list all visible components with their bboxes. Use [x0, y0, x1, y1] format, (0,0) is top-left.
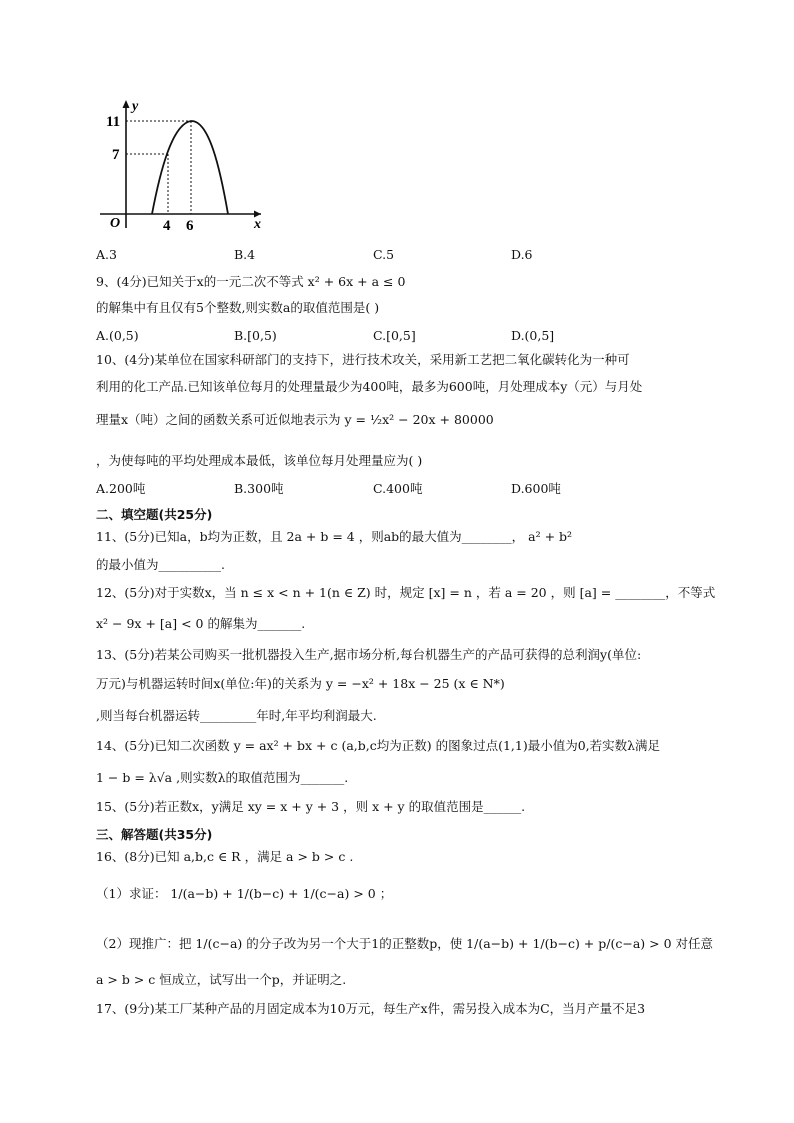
- q9-line1: 9、(4分)已知关于x的一元二次不等式 x² + 6x + a ≤ 0: [96, 274, 406, 289]
- q13-line2: 万元)与机器运转时间x(单位:年)的关系为 y = −x² + 18x − 25 (x ∈ N*): [96, 676, 505, 691]
- section-2-heading: 二、填空题(共25分): [96, 507, 213, 522]
- q11-line1: 11、(5分)已知a，b均为正数，且 2a + b = 4 ，则ab的最大值为________， a² + b²: [96, 529, 573, 544]
- y-tick-11: 11: [106, 114, 121, 130]
- q10-line4: ，为使每吨的平均处理成本最低，该单位每月处理量应为( ): [96, 453, 423, 468]
- q12-line1: 12、(5分)对于实数x，当 n ≤ x < n + 1(n ∈ Z) 时，规定 [x] = n ，若 a = 20 ，则 [a] = ________，不等式: [96, 585, 716, 600]
- q10-option-d[interactable]: D.600吨: [511, 481, 561, 496]
- y-axis-arrow: [123, 100, 130, 108]
- q13-line3: ,则当每台机器运转_________年时,年平均利润最大.: [96, 708, 377, 723]
- q16-line3: （2）现推广：把 1/(c−a) 的分子改为另一个大于1的正整数p，使 1/(a−b) + 1/(b−c) + p/(c−a) > 0 对任意: [96, 936, 713, 951]
- q15-line1: 15、(5分)若正数x，y满足 xy = x + y + 3 ，则 x + y 的取值范围是______.: [96, 799, 526, 814]
- q8-option-d[interactable]: D.6: [511, 247, 533, 262]
- parabola-curve: [152, 121, 228, 214]
- q10-line3: 理量x（吨）之间的函数关系可近似地表示为 y = ½x² − 20x + 80000: [96, 412, 494, 427]
- q10-line1: 10、(4分)某单位在国家科研部门的支持下，进行技术攻关，采用新工艺把二氧化碳转化为一种可: [96, 352, 630, 367]
- q16-line2: （1）求证： 1/(a−b) + 1/(b−c) + 1/(c−a) > 0 ；: [96, 886, 393, 901]
- q9-line2: 的解集中有且仅有5个整数,则实数a的取值范围是( ): [96, 300, 380, 315]
- y-tick-7: 7: [112, 147, 120, 163]
- q10-option-c[interactable]: C.400吨: [373, 481, 423, 496]
- q16-line4: a > b > c 恒成立，试写出一个p，并证明之.: [96, 972, 347, 987]
- origin-label: O: [110, 216, 121, 231]
- section-3-heading: 三、解答题(共35分): [96, 827, 213, 842]
- q16-line1: 16、(8分)已知 a,b,c ∈ R ，满足 a > b > c .: [96, 849, 354, 864]
- q10-option-a[interactable]: A.200吨: [96, 481, 146, 496]
- q14-line2: 1 − b = λ√a ,则实数λ的取值范围为_______.: [96, 770, 349, 785]
- q9-option-b[interactable]: B.[0,5): [234, 328, 277, 343]
- q11-line2: 的最小值为__________.: [96, 557, 225, 572]
- q17-line1: 17、(9分)某工厂某种产品的月固定成本为10万元，每生产x件，需另投入成本为C，当月产量不足3: [96, 1001, 646, 1016]
- x-tick-4: 4: [163, 218, 171, 234]
- q8-option-b[interactable]: B.4: [234, 247, 256, 262]
- y-axis-label: y: [132, 99, 139, 114]
- q8-option-c[interactable]: C.5: [373, 247, 395, 262]
- q9-option-a[interactable]: A.(0,5): [96, 328, 139, 343]
- q10-line2: 利用的化工产品.已知该单位每月的处理量最少为400吨，最多为600吨，月处理成本y（元）与月处: [96, 379, 643, 394]
- q12-line2: x² − 9x + [a] < 0 的解集为_______.: [96, 616, 306, 631]
- q10-option-b[interactable]: B.300吨: [234, 481, 284, 496]
- q13-line1: 13、(5分)若某公司购买一批机器投入生产,据市场分析,每台机器生产的产品可获得的总利润y(单位:: [96, 647, 642, 662]
- parabola-graph: [96, 96, 266, 236]
- x-tick-6: 6: [186, 218, 194, 234]
- q14-line1: 14、(5分)已知二次函数 y = ax² + bx + c (a,b,c均为正数) 的图象过点(1,1)最小值为0,若实数λ满足: [96, 738, 661, 753]
- q8-option-a[interactable]: A.3: [96, 247, 117, 262]
- q9-option-d[interactable]: D.(0,5]: [511, 328, 555, 343]
- x-axis-label: x: [254, 217, 261, 232]
- q9-option-c[interactable]: C.[0,5]: [373, 328, 416, 343]
